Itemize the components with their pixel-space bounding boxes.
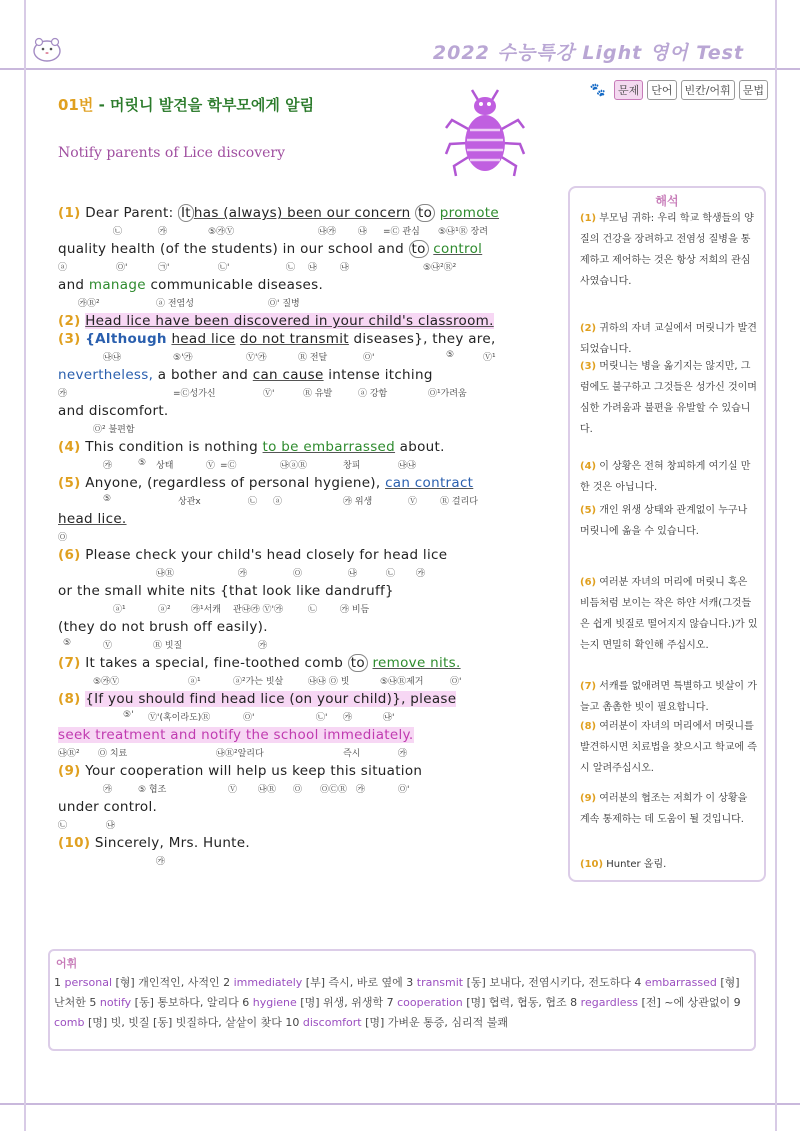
passage-text: about. xyxy=(399,439,445,455)
lesson-dash: - xyxy=(93,96,111,114)
vocab-entry xyxy=(406,976,631,989)
note: ㉮ 위생 xyxy=(343,497,373,507)
note: ⑤㉮Ⓥ xyxy=(93,677,120,687)
vocab-word: notify xyxy=(99,996,132,1009)
passage-line xyxy=(58,403,558,421)
note: ⑤ xyxy=(63,638,72,648)
note: ㉮ xyxy=(416,569,426,579)
note: ⑤ xyxy=(103,494,112,504)
note: ㉡ xyxy=(58,821,68,831)
passage-line xyxy=(58,277,558,295)
note: ㉮ xyxy=(58,389,68,399)
note: ㉯ xyxy=(340,263,350,273)
vocab-num: 3 xyxy=(406,976,414,989)
vocab-word: transmit xyxy=(416,976,464,989)
vocab-def: [동] 보내다, 전염시키다, 전도하다 xyxy=(466,976,631,989)
note: ㉮ xyxy=(103,785,113,795)
grammar-notes xyxy=(58,223,558,241)
note: ⓐ²가는 빗살 xyxy=(233,677,284,687)
passage-text: under control. xyxy=(58,799,158,815)
note: 즉시 xyxy=(343,749,361,759)
note: ⓐ¹ xyxy=(188,677,201,687)
note: ㉯Ⓡ² xyxy=(58,749,80,759)
vocab-num: 6 xyxy=(242,996,250,1009)
note: ⓐ¹ xyxy=(113,605,126,615)
sentence-number: (8) xyxy=(58,691,81,707)
note: ⑤㉯¹Ⓡ 장려 xyxy=(438,227,488,237)
vocab-word: regardless xyxy=(580,996,639,1009)
translation-item xyxy=(580,500,758,542)
grammar-notes xyxy=(58,601,558,619)
note: ⑤' xyxy=(123,710,134,720)
vocab-def: [동] 통보하다, 알리다 xyxy=(134,996,239,1009)
vocab-entry xyxy=(54,976,220,989)
grammar-notes xyxy=(58,565,558,583)
paw-icon: 🐾 xyxy=(589,82,606,98)
grammar-notes xyxy=(58,853,558,871)
passage-text: head lice. xyxy=(58,511,127,527)
passage-text: Your cooperation will help us keep this situation xyxy=(85,763,423,779)
note: Ⓡ 전달 xyxy=(298,353,328,363)
translation-item xyxy=(580,456,758,498)
translation-number: (10) xyxy=(580,859,604,870)
vocab-def: [명] 협력, 협동, 협조 xyxy=(466,996,567,1009)
passage-line xyxy=(58,205,558,223)
note: ⓐ 강함 xyxy=(358,389,388,399)
note: =Ⓒ xyxy=(220,461,237,471)
translation-text: 귀하의 자녀 교실에서 머릿니가 발견되었습니다. xyxy=(580,323,757,355)
right-margin-line xyxy=(775,0,777,1131)
passage-text: Anyone, (regardless of personal hygiene), xyxy=(85,475,381,491)
note: ㉮ xyxy=(103,461,113,471)
note: ㉡ xyxy=(248,497,258,507)
note: Ⓞ' 질병 xyxy=(268,299,300,309)
vocab-num: 10 xyxy=(285,1016,300,1029)
passage-line xyxy=(58,763,558,781)
passage-text: quality health (of the students) in our school and xyxy=(58,241,404,257)
section-nav xyxy=(590,80,768,100)
translation-number: (2) xyxy=(580,323,597,334)
sentence-number: (10) xyxy=(58,835,91,851)
note: ㉮ 비듬 xyxy=(340,605,370,615)
note: ㉡' xyxy=(218,263,230,273)
vocab-num: 4 xyxy=(634,976,642,989)
note: Ⓥ xyxy=(206,461,216,471)
note: ⑤ xyxy=(446,350,455,360)
note: Ⓡ 빗질 xyxy=(153,641,183,651)
passage-text: {Although xyxy=(85,331,167,347)
passage-line xyxy=(58,439,558,457)
note: Ⓥ'㉮ xyxy=(246,353,267,363)
passage-text: to be embarrassed xyxy=(262,439,396,455)
note: Ⓥ xyxy=(408,497,418,507)
passage-line xyxy=(58,655,558,673)
vocab-def: [명] 가벼운 통증, 심리적 불쾌 xyxy=(365,1016,509,1029)
note: ㉯ xyxy=(106,821,116,831)
note: Ⓥ'(혹이라도)Ⓡ xyxy=(148,713,211,723)
grammar-notes xyxy=(58,385,558,403)
passage-text: control xyxy=(433,241,483,257)
nav-blank-button[interactable]: 빈칸/어휘 xyxy=(681,80,735,100)
passage-text: intense itching xyxy=(328,367,433,383)
passage-line xyxy=(58,583,558,601)
grammar-notes xyxy=(58,493,558,511)
passage-text: remove nits. xyxy=(372,655,461,671)
passage-line xyxy=(58,511,558,529)
note: ⓐ² xyxy=(158,605,171,615)
passage-line xyxy=(58,313,558,331)
vocab-def: [명] 위생, 위생학 xyxy=(300,996,384,1009)
note: Ⓞ' xyxy=(243,713,255,723)
note: ㉯㉯ xyxy=(103,353,122,363)
passage-line xyxy=(58,475,558,493)
grammar-notes xyxy=(58,457,558,475)
translation-text: 서캐를 없애려면 특별하고 빗살이 가늘고 촘촘한 빗이 필요합니다. xyxy=(580,681,757,713)
passage-text: Please check your child's head closely for head lice xyxy=(85,547,448,563)
note: ㉯Ⓡ xyxy=(156,569,175,579)
translation-text: 이 상황은 전혀 창피하게 여기실 만한 것은 아닙니다. xyxy=(580,461,751,493)
vocab-num: 7 xyxy=(386,996,394,1009)
passage-line xyxy=(58,619,558,637)
note: ㉮ xyxy=(156,857,166,867)
passage-text: Head lice have been discovered in your child's classroom. xyxy=(85,313,494,329)
grammar-notes xyxy=(58,349,558,367)
passage-text: nevertheless, xyxy=(58,367,154,383)
passage-line xyxy=(58,727,558,745)
passage-text: diseases}, they are, xyxy=(353,331,496,347)
note: ㉡ xyxy=(386,569,396,579)
note: Ⓞ' xyxy=(363,353,375,363)
translation-text: 부모님 귀하: 우리 학교 학생들의 양질의 건강을 장려하고 전염성 질병을 통제하고 제어하는 것은 항상 저희의 관심사였습니다. xyxy=(580,213,754,287)
passage-text: to xyxy=(415,204,435,222)
passage-text: to xyxy=(348,654,368,672)
note: ⑤㉯²Ⓡ² xyxy=(423,263,457,273)
vocab-entry xyxy=(570,996,730,1009)
passage-text: head lice xyxy=(171,331,236,347)
translation-item xyxy=(580,318,758,360)
vocab-entry xyxy=(242,996,383,1009)
note: 창피 xyxy=(343,461,361,471)
translation-panel xyxy=(568,186,766,882)
passage-text: and discomfort. xyxy=(58,403,169,419)
passage-text: communicable diseases. xyxy=(150,277,324,293)
translation-item xyxy=(580,208,758,292)
passage-text: a bother and xyxy=(157,367,249,383)
translation-number: (5) xyxy=(580,505,597,516)
note: Ⓞ xyxy=(293,785,303,795)
passage-text: has (always) been our concern xyxy=(193,205,411,221)
vocab-entry xyxy=(223,976,403,989)
note: Ⓞ² 불편함 xyxy=(93,425,135,435)
note: ㉮ xyxy=(238,569,248,579)
note: ㉡ xyxy=(286,263,296,273)
note: ㉮ xyxy=(398,749,408,759)
note: ㉯㉯ Ⓞ 빗 xyxy=(308,677,350,687)
passage-text: It takes a special, fine-toothed comb xyxy=(85,655,344,671)
note: Ⓥ xyxy=(228,785,238,795)
passage-text: (they do not brush off easily). xyxy=(58,619,268,635)
passage-text: manage xyxy=(88,277,146,293)
vocab-word: comb xyxy=(54,1016,85,1029)
passage-text: {If you should find head lice (on your child)}, please xyxy=(85,691,457,707)
passage xyxy=(58,205,558,871)
grammar-notes xyxy=(58,817,558,835)
nav-grammar-button[interactable]: 문법 xyxy=(739,80,768,100)
sentence-number: (3) xyxy=(58,331,81,347)
translation-text: Hunter 올림. xyxy=(606,859,667,870)
grammar-notes xyxy=(58,421,558,439)
note: 상관x xyxy=(178,497,201,507)
note: ⓐ xyxy=(273,497,283,507)
vocab-entry xyxy=(387,996,567,1009)
translation-item xyxy=(580,356,758,440)
hamster-mascot-icon xyxy=(30,34,64,68)
translation-number: (7) xyxy=(580,681,597,692)
note: Ⓥ¹ xyxy=(483,353,496,363)
vocab-num: 1 xyxy=(54,976,61,989)
vocab-word: personal xyxy=(64,976,113,989)
note: =Ⓒ성가신 xyxy=(173,389,216,399)
note: Ⓞ xyxy=(58,533,68,543)
vocab-entry xyxy=(285,1016,508,1029)
vocab-word: embarrassed xyxy=(644,976,717,989)
note: Ⓡ 유발 xyxy=(303,389,333,399)
vocab-word: discomfort xyxy=(302,1016,362,1029)
translation-text: 여러분 자녀의 머리에 머릿니 혹은 비듬처럼 보이는 작은 하얀 서캐(그것들은 쉽게 빗질로 떨어지지 않습니다.)가 있는지 면밀히 확인해 주십시오. xyxy=(580,577,758,651)
vocab-word: immediately xyxy=(233,976,303,989)
note: ㉯Ⓡ²알리다 xyxy=(216,749,264,759)
note: 상태 xyxy=(156,461,174,471)
translation-text: 여러분이 자녀의 머리에서 머릿니를 발견하시면 치료법을 찾으시고 학교에 즉시 알려주십시오. xyxy=(580,721,757,774)
vocab-def: [형] 개인적인, 사적인 xyxy=(115,976,220,989)
translation-number: (1) xyxy=(580,213,597,224)
note: Ⓞ 치료 xyxy=(98,749,128,759)
vocab-num: 2 xyxy=(223,976,231,989)
translation-number: (4) xyxy=(580,461,597,472)
translation-item xyxy=(580,572,758,656)
grammar-notes xyxy=(58,781,558,799)
lesson-title xyxy=(58,94,314,115)
translation-text: 개인 위생 상태와 관계없이 누구나 머릿니에 옮을 수 있습니다. xyxy=(580,505,748,537)
note: ⑤㉮Ⓥ xyxy=(208,227,235,237)
translation-number: (6) xyxy=(580,577,597,588)
grammar-notes xyxy=(58,259,558,277)
nav-problem-button[interactable]: 문제 xyxy=(614,80,643,100)
passage-line xyxy=(58,241,558,259)
lesson-number: 01번 xyxy=(58,96,94,114)
note: Ⓞ¹가려움 xyxy=(428,389,467,399)
sentence-number: (6) xyxy=(58,547,81,563)
header-title: 2022 수능특강 Light 영어 Test xyxy=(432,42,744,64)
vocab-def: [부] 즉시, 바로 옆에 xyxy=(305,976,403,989)
vocab-num: 8 xyxy=(570,996,578,1009)
vocab-entry xyxy=(89,996,238,1009)
note: ㉡' xyxy=(316,713,328,723)
note: 관㉯㉮ Ⓥ'㉮ xyxy=(233,605,284,615)
passage-text: seek treatment and notify the school immediately. xyxy=(58,727,414,743)
translation-heading: 해석 xyxy=(655,194,679,208)
grammar-notes xyxy=(58,709,558,727)
note: ㉯ xyxy=(308,263,318,273)
lesson-title-en: Notify parents of Lice discovery xyxy=(58,145,285,161)
grammar-notes xyxy=(58,637,558,655)
vocabulary-panel xyxy=(48,949,756,1051)
sentence-number: (4) xyxy=(58,439,81,455)
vocab-num: 9 xyxy=(733,996,741,1009)
note: ㉮ xyxy=(343,713,353,723)
left-margin-line xyxy=(24,0,26,1131)
passage-text: or the small white nits {that look like dandruff} xyxy=(58,583,394,599)
vocab-word: cooperation xyxy=(397,996,463,1009)
passage-text: and xyxy=(58,277,85,293)
lice-bug-icon xyxy=(440,88,530,184)
passage-text: can cause xyxy=(252,367,324,383)
translation-text: 여러분의 협조는 저희가 이 상황을 계속 통제하는 데 도움이 될 것입니다. xyxy=(580,793,748,825)
passage-text: It xyxy=(178,204,194,222)
note: ⓄⒸⓇ xyxy=(320,785,348,795)
note: ⓐ xyxy=(58,263,68,273)
note: ㉯㉯ xyxy=(398,461,417,471)
note: ㉮ xyxy=(356,785,366,795)
note: Ⓥ xyxy=(103,641,113,651)
sentence-number: (7) xyxy=(58,655,81,671)
top-divider xyxy=(0,68,800,70)
sentence-number: (9) xyxy=(58,763,81,779)
translation-number: (9) xyxy=(580,793,597,804)
note: ㉯ xyxy=(348,569,358,579)
note: Ⓡ 걸리다 xyxy=(440,497,478,507)
note: ㉡ xyxy=(113,227,123,237)
note: Ⓞ' xyxy=(398,785,410,795)
vocabulary-heading: 어휘 xyxy=(56,957,78,970)
note: ㉮Ⓡ² xyxy=(78,299,100,309)
note: Ⓥ' xyxy=(263,389,275,399)
vocab-def: [전] ~에 상관없이 xyxy=(641,996,731,1009)
passage-text: promote xyxy=(439,205,499,221)
vocab-num: 5 xyxy=(89,996,97,1009)
passage-line xyxy=(58,547,558,565)
note: Ⓞ' xyxy=(116,263,128,273)
note: ㉯ⓐⓇ xyxy=(280,461,308,471)
grammar-notes xyxy=(58,295,558,313)
note: ⑤ xyxy=(138,458,147,468)
translation-item xyxy=(580,716,758,779)
passage-line xyxy=(58,691,558,709)
passage-text: can contract xyxy=(385,475,474,491)
sentence-number: (5) xyxy=(58,475,81,491)
vocab-word: hygiene xyxy=(252,996,297,1009)
passage-text: Dear Parent: xyxy=(85,205,174,221)
passage-text: This condition is nothing xyxy=(85,439,258,455)
vocabulary-list xyxy=(54,973,748,1033)
grammar-notes xyxy=(58,745,558,763)
note: ㉮¹서캐 xyxy=(191,605,221,615)
note: Ⓞ xyxy=(293,569,303,579)
note: Ⓞ' xyxy=(450,677,462,687)
translation-number: (3) xyxy=(580,361,597,372)
note: =Ⓒ 관심 xyxy=(383,227,420,237)
passage-text: Sincerely, Mrs. Hunte. xyxy=(94,835,250,851)
sentence-number: (1) xyxy=(58,205,81,221)
note: ㉮ xyxy=(158,227,168,237)
translation-item xyxy=(580,676,758,718)
translation-text: 머릿니는 병을 옮기지는 않지만, 그럼에도 불구하고 그것들은 성가신 것이며 심한 가려움과 불편을 유발할 수 있습니다. xyxy=(580,361,757,435)
note: ⑤'㉮ xyxy=(173,353,193,363)
sentence-number: (2) xyxy=(58,313,81,329)
passage-line xyxy=(58,331,558,349)
note: ㉯ xyxy=(358,227,368,237)
note: ㉠' xyxy=(158,263,170,273)
note: ㉯㉮ xyxy=(318,227,337,237)
nav-vocab-button[interactable]: 단어 xyxy=(647,80,676,100)
note: ㉮ xyxy=(258,641,268,651)
translation-item xyxy=(580,854,758,875)
note: ⑤㉯Ⓡ제거 xyxy=(380,677,424,687)
grammar-notes xyxy=(58,529,558,547)
grammar-notes xyxy=(58,673,558,691)
passage-line xyxy=(58,835,558,853)
note: ⑤ 협조 xyxy=(138,785,167,795)
vocab-def: [형] 난처한 xyxy=(54,976,740,1009)
passage-line xyxy=(58,799,558,817)
passage-line xyxy=(58,367,558,385)
note: ㉡ xyxy=(308,605,318,615)
note: ㉯Ⓡ xyxy=(258,785,277,795)
note: ⓐ 전염성 xyxy=(156,299,194,309)
passage-text: to xyxy=(409,240,429,258)
lesson-title-ko: 머릿니 발견을 학부모에게 알림 xyxy=(110,96,315,114)
translation-number: (8) xyxy=(580,721,597,732)
vocab-def: [명] 빗, 빗질 [동] 빗질하다, 샅샅이 찾다 xyxy=(87,1016,282,1029)
note: ㉯' xyxy=(383,713,395,723)
translation-item xyxy=(580,788,758,830)
bottom-divider xyxy=(0,1103,800,1105)
passage-text: do not transmit xyxy=(239,331,349,347)
